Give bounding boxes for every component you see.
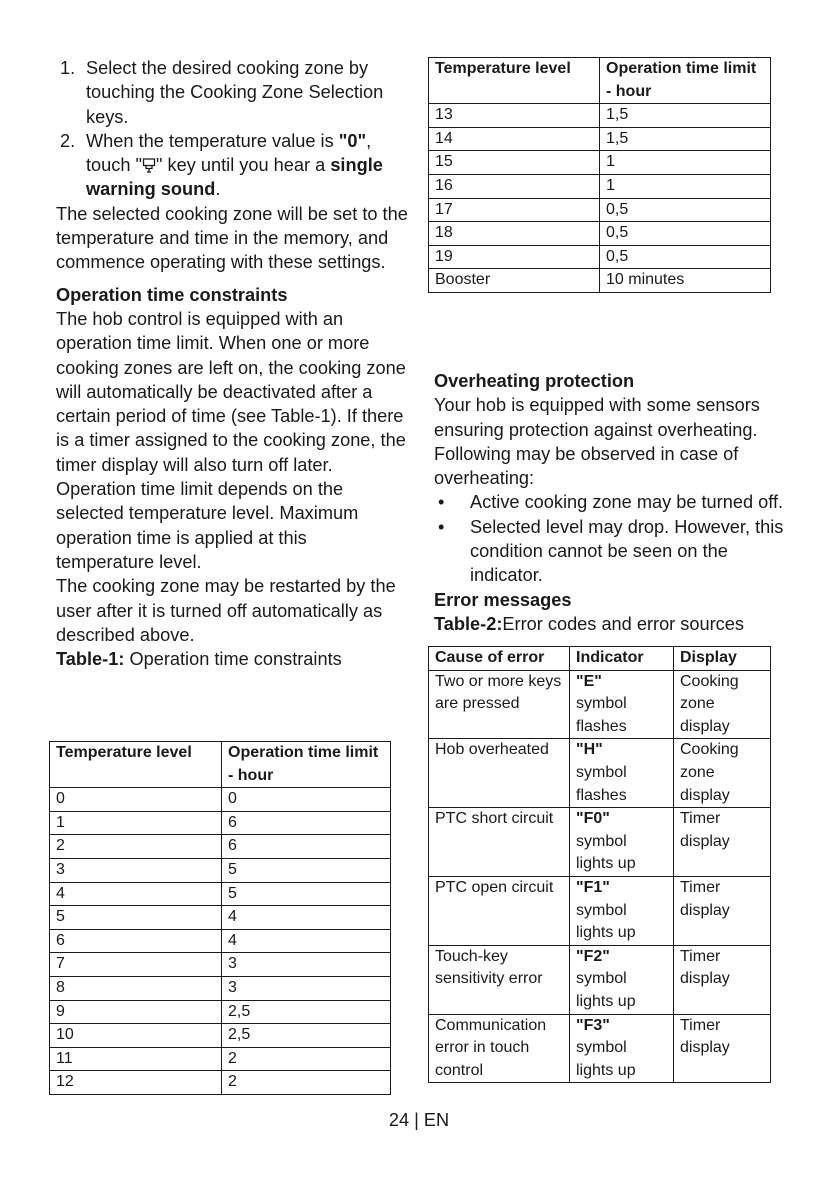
step-1 [56,56,408,129]
table-caption-label: Table-2: [434,613,503,634]
operation-time-cell: 2,5 [222,1000,391,1024]
operation-time-cell: 1 [600,151,771,175]
indicator-text: symbol flashes [576,695,627,735]
operation-time-cell: 0,5 [600,222,771,246]
temperature-level-cell: 7 [50,953,222,977]
zero-value: "0" [338,130,367,151]
table-row [429,127,771,151]
display-text: Timer display [680,1016,730,1057]
table-row [50,1071,391,1095]
operation-time-cell: 2,5 [222,1024,391,1048]
table-row [429,198,771,222]
display-text: Cooking zone display [680,741,739,804]
table-row [429,808,771,877]
step-text: When the temperature value is [86,130,339,151]
table-row [50,882,391,906]
error-code: "F0" [576,810,610,828]
temperature-level-cell: 12 [50,1071,222,1095]
operation-time-cell: 2 [222,1071,391,1095]
temperature-level-cell: 1 [50,811,222,835]
temperature-level-cell: 4 [50,882,222,906]
table-caption-text: Operation time constraints [124,649,342,670]
cause-cell [429,1014,570,1083]
language-code: EN [423,1110,450,1130]
temperature-level-cell: 14 [429,127,600,151]
indicator-text: symbol flashes [576,763,627,804]
operation-time-cell: 4 [222,906,391,930]
indicator-cell [570,739,674,808]
footer-separator: | [409,1110,424,1130]
table-caption-text: Error codes and error sources [502,613,744,634]
operation-time-cell: 3 [222,976,391,1000]
error-code: "F3" [576,1016,610,1034]
temperature-level-cell: 19 [429,245,600,269]
steps-list [56,56,408,202]
operation-time-table-continued [428,57,771,293]
cause-text: Communication error in touch control [435,1016,547,1079]
temperature-level-cell: 3 [50,858,222,882]
operation-time-cell: 1,5 [600,104,771,128]
header-temperature-level: Temperature level [429,58,600,104]
table-row [429,670,771,739]
table-row [50,953,391,977]
operation-time-cell: 5 [222,858,391,882]
display-cell [674,876,771,945]
indicator-cell [570,808,674,877]
operation-time-cell: 5 [222,882,391,906]
temperature-level-cell: 16 [429,174,600,198]
indicator-cell [570,876,674,945]
error-codes-table [428,646,771,1083]
operation-time-table [49,741,391,1095]
table-row [50,1000,391,1024]
temperature-level-cell: 5 [50,906,222,930]
display-text: Cooking zone display [680,672,739,735]
step-number: 1. [60,58,76,78]
page-footer [0,1110,838,1131]
table-row [50,811,391,835]
operation-time-cell: 10 minutes [600,269,771,293]
indicator-cell [570,670,674,739]
list-item: • Selected level may drop. However, this condition cannot be seen on the indicator. [434,515,786,588]
table-row [429,1014,771,1083]
step-text: , [366,130,372,151]
table-row [50,976,391,1000]
table-row [50,929,391,953]
table-row [429,269,771,293]
temperature-level-cell: 11 [50,1047,222,1071]
step-text: touch " [86,155,143,176]
operation-time-paragraph: The hob control is equipped with an operation time limit. When one or more cooking zones are left on, the cooking zone will automatically be deactivated after a certain period of time (see Table-1). If there is a timer assigned to the cooking zone, the timer display will also turn off later. [56,308,406,475]
temperature-level-cell: 8 [50,976,222,1000]
header-cause-of-error: Cause of error [429,647,570,671]
page-number: 24 [388,1110,410,1130]
table-header-row [50,742,391,788]
memory-paragraph: The selected cooking zone will be set to the temperature and time in the memory, and commence operating with these settings. [56,203,408,273]
cause-text: PTC open circuit [435,878,554,896]
step-text: . [215,179,221,200]
operation-time-cell: 1,5 [600,127,771,151]
indicator-text: symbol lights up [576,1039,636,1079]
display-text: Timer display [680,947,730,988]
header-operation-time: Operation time limit - hour [222,742,391,788]
table-row [50,835,391,859]
operation-time-cell: 1 [600,174,771,198]
temperature-level-cell: 9 [50,1000,222,1024]
temperature-level-cell: 15 [429,151,600,175]
indicator-text: symbol lights up [576,901,636,942]
step-text: " key until you hear a [156,155,331,176]
cause-cell [429,670,570,739]
header-operation-time: Operation time limit - hour [600,58,771,104]
indicator-cell [570,945,674,1014]
error-code: "F1" [576,878,610,896]
cause-text: Two or more keys are pressed [435,672,562,713]
section-heading-operation-time: Operation time constraints [56,284,288,305]
operation-time-cell: 3 [222,953,391,977]
error-code: "F2" [576,947,610,965]
temperature-level-cell: 17 [429,198,600,222]
cause-cell [429,739,570,808]
table-caption-label: Table-1: [56,649,125,670]
table-header-row [429,58,771,104]
cause-text: PTC short circuit [435,810,554,828]
temperature-level-cell: 0 [50,788,222,812]
display-cell [674,1014,771,1083]
list-item: • Active cooking zone may be turned off. [434,490,786,514]
header-display: Display [674,647,771,671]
memory-key-icon [142,157,156,173]
temperature-level-cell: Booster [429,269,600,293]
display-cell [674,739,771,808]
error-code: "E" [576,672,602,690]
display-cell [674,808,771,877]
table-row [429,174,771,198]
table-row [50,1024,391,1048]
section-heading-error-messages: Error messages [434,589,572,610]
operation-time-cell: 2 [222,1047,391,1071]
temperature-level-cell: 13 [429,104,600,128]
operation-time-cell: 0 [222,788,391,812]
table-row [429,245,771,269]
table-1-caption [56,647,408,671]
warning-sound-text: single warning sound [86,155,383,200]
table-row [50,788,391,812]
temperature-level-cell: 10 [50,1024,222,1048]
operation-time-cell: 0,5 [600,245,771,269]
step-number: 2. [60,130,76,151]
table-row [429,151,771,175]
left-column [56,56,408,671]
step-text: Select the desired cooking zone by touching the Cooking Zone Selection keys. [86,58,384,127]
restart-paragraph: The cooking zone may be restarted by the user after it is turned off automatically as described above. [56,576,396,645]
overheating-bullets [434,490,786,587]
operation-time-cell: 0,5 [600,198,771,222]
cause-text: Touch-key sensitivity error [435,947,543,988]
table-header-row [429,647,771,671]
step-2 [56,129,408,202]
indicator-text: symbol lights up [576,970,636,1010]
table-row [429,876,771,945]
table-row [50,858,391,882]
table-row [429,222,771,246]
overheating-paragraph: Your hob is equipped with some sensors ensuring protection against overheating. Following may be observed in case of overheating: [434,395,760,489]
table-row [429,739,771,808]
temperature-level-cell: 6 [50,929,222,953]
operation-limit-paragraph: Operation time limit depends on the selected temperature level. Maximum operation time is applied at this temperature level. [56,479,359,572]
indicator-cell [570,1014,674,1083]
indicator-text: symbol lights up [576,832,636,873]
temperature-level-cell: 18 [429,222,600,246]
operation-time-cell: 6 [222,811,391,835]
cause-text: Hob overheated [435,741,549,759]
cause-cell [429,945,570,1014]
table-2-caption [434,612,786,636]
error-code: "H" [576,741,603,759]
cause-cell [429,808,570,877]
table-row [50,906,391,930]
table-row [429,104,771,128]
table-row [50,1047,391,1071]
operation-time-cell: 4 [222,929,391,953]
section-heading-overheating: Overheating protection [434,371,635,391]
cause-cell [429,876,570,945]
display-cell [674,670,771,739]
header-indicator: Indicator [570,647,674,671]
temperature-level-cell: 2 [50,835,222,859]
display-cell [674,945,771,1014]
table-row [429,945,771,1014]
display-text: Timer display [680,810,730,850]
header-temperature-level: Temperature level [50,742,222,788]
display-text: Timer display [680,878,730,919]
operation-time-cell: 6 [222,835,391,859]
